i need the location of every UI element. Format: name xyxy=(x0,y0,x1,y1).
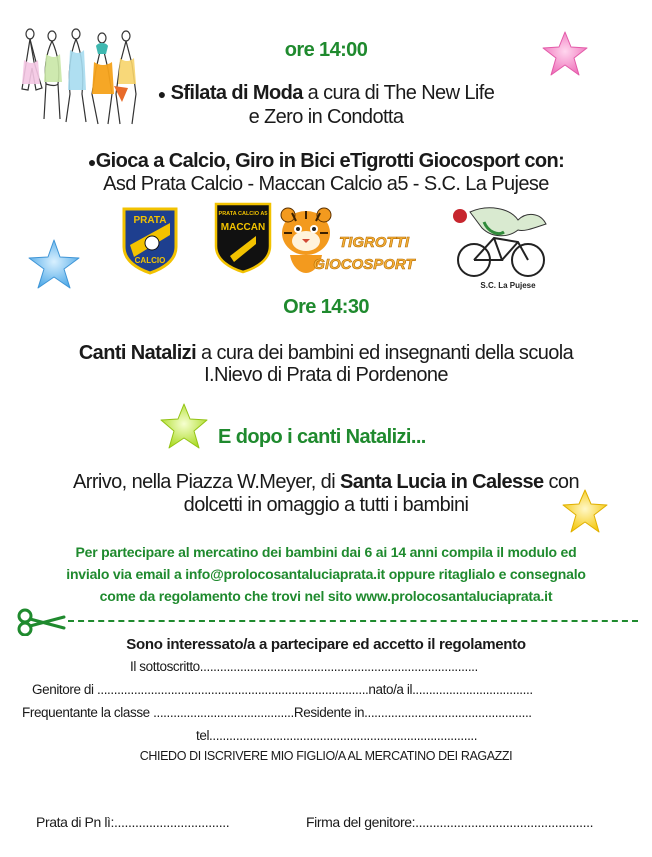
pujese-logo xyxy=(448,202,560,292)
santa-lucia-name: Santa Lucia in Calesse xyxy=(340,471,544,493)
tigrotti-giocosport-logo xyxy=(278,203,426,279)
fashion-show-text-2: e Zero in Condotta xyxy=(248,106,404,128)
form-signer-field[interactable]: Il sottoscritto................................................................................... xyxy=(130,659,478,674)
cut-line xyxy=(68,620,638,622)
form-class-field[interactable]: Frequentante la classe ..........................................Residente in.................................................. xyxy=(22,705,532,720)
arrival-text: Arrivo, nella Piazza W.Meyer, di xyxy=(73,471,340,493)
sports-title: Gioca a Calcio, Giro in Bici eTigrotti Giocosport con: xyxy=(95,150,565,172)
form-request: CHIEDO DI ISCRIVERE MIO FIGLIO/A AL MERCATINO DEI RAGAZZI xyxy=(139,749,513,763)
market-note-line-1: Per partecipare al mercatino dei bambini dai 6 ai 14 anni compila il modulo ed xyxy=(75,544,577,560)
form-signature-field[interactable]: Firma del genitore:................................................... xyxy=(306,814,594,830)
star-icon xyxy=(560,488,610,534)
maccan-logo-top: PRATA CALCIO A5 xyxy=(218,211,268,217)
prata-calcio-logo xyxy=(120,205,180,275)
time-14-00: ore 14:00 xyxy=(284,39,368,61)
carols-title: Canti Natalizi xyxy=(78,342,197,364)
fashion-show-line xyxy=(0,82,652,105)
pujese-caption: S.C. La Pujese xyxy=(480,281,536,290)
form-tel-field[interactable]: tel................................................................................ xyxy=(196,728,478,743)
tigrotti-logo-line1: TIGROTTI xyxy=(339,234,409,251)
sports-line xyxy=(0,150,652,173)
arrival-sweets: dolcetti in omaggio a tutti i bambini xyxy=(183,494,469,516)
star-icon xyxy=(26,238,82,290)
time-14-30: Ore 14:30 xyxy=(283,296,369,318)
arrival-line xyxy=(0,471,652,494)
form-heading: Sono interessato/a a partecipare ed accetto il regolamento xyxy=(126,636,526,653)
star-icon xyxy=(158,402,210,450)
maccan-logo xyxy=(212,200,274,274)
bullet: ● xyxy=(157,86,166,102)
form-place-field[interactable]: Prata di Pn lì:................................. xyxy=(36,814,230,830)
carols-school: I.Nievo di Prata di Pordenone xyxy=(204,364,448,386)
carols-line xyxy=(0,342,652,365)
fashion-show-title: Sfilata di Moda xyxy=(170,82,303,104)
market-note-line-3: come da regolamento che trovi nel sito www.prolocosantaluciaprata.it xyxy=(99,588,553,604)
prata-logo-top: PRATA xyxy=(133,215,167,226)
bullet: ● xyxy=(87,154,96,170)
tigrotti-logo-line2: GIOCOSPORT xyxy=(313,256,415,273)
form-parent-field[interactable]: Genitore di .................................................................................nato/a il.................................... xyxy=(32,682,533,697)
prata-logo-bottom: CALCIO xyxy=(134,256,166,265)
market-note-line-2: invialo via email a info@prolocosantaluciaprata.it oppure ritaglialo e consegnalo xyxy=(66,566,586,582)
scissors-icon xyxy=(16,608,68,636)
sports-clubs: Asd Prata Calcio - Maccan Calcio a5 - S.C. La Pujese xyxy=(103,173,549,195)
carols-text: a cura dei bambini ed insegnanti della scuola xyxy=(196,342,574,364)
arrival-text-end: con xyxy=(543,471,579,493)
maccan-logo-name: MACCAN xyxy=(220,222,266,233)
fashion-show-text: a cura di The New Life xyxy=(302,82,495,104)
after-carols-heading: E dopo i canti Natalizi... xyxy=(218,426,426,448)
